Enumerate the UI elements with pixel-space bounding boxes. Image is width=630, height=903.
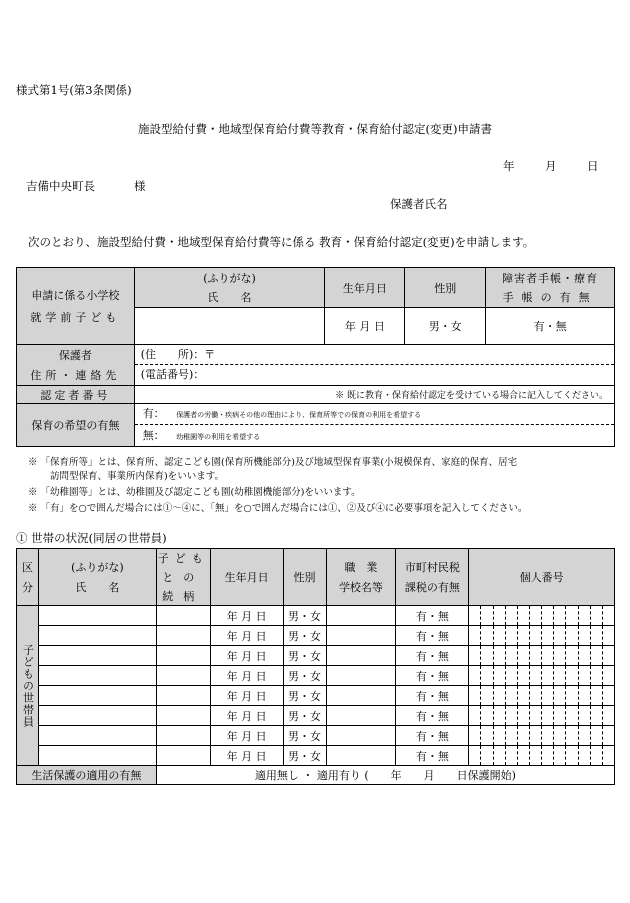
member-name-field[interactable] — [38, 746, 156, 766]
personal-id-digit-box[interactable] — [542, 726, 554, 745]
personal-id-digit-box[interactable] — [579, 646, 591, 665]
birthdate-header: 生年月日 — [325, 268, 405, 308]
child-disability-field[interactable]: 有・無 — [486, 308, 615, 345]
note-1: ※ 「保育所等」とは、保育所、認定こども園(保育所機能部分)及び地域型保育事業(小規模保育、家庭的保育、居宅 — [28, 457, 518, 468]
personal-id-digit-box[interactable] — [591, 706, 603, 725]
personal-id-digit-grid — [469, 646, 614, 665]
personal-id-digit-box[interactable] — [506, 626, 518, 645]
personal-id-digit-box[interactable] — [566, 706, 578, 725]
side-label-cell — [17, 606, 39, 766]
personal-id-digit-grid — [469, 666, 614, 685]
honorific: 様 — [134, 179, 146, 193]
personal-id-digit-box[interactable] — [481, 686, 493, 705]
application-table — [16, 267, 615, 447]
table-row — [17, 606, 615, 626]
guardian-label-line2: 住所・連絡先 — [30, 369, 121, 382]
col-job-1: 職 業 — [344, 561, 378, 574]
personal-id-digit-box[interactable] — [518, 686, 530, 705]
col-kubun-1: 区 — [21, 561, 33, 574]
member-sex-field[interactable]: 男・女 — [283, 646, 326, 666]
personal-id-digit-box[interactable] — [579, 626, 591, 645]
personal-id-digit-box[interactable] — [603, 666, 614, 685]
personal-id-digit-box[interactable] — [530, 746, 542, 765]
member-job-field[interactable] — [326, 706, 396, 726]
col-rel-3: 続柄 — [162, 590, 205, 603]
member-tax-field[interactable]: 有・無 — [396, 666, 469, 686]
col-job — [326, 549, 396, 606]
member-rel-field[interactable] — [156, 706, 210, 726]
table-row — [17, 646, 615, 666]
cert-number-label: 認定者番号 — [17, 386, 135, 404]
personal-id-digit-grid — [469, 726, 614, 745]
member-rel-field[interactable] — [156, 626, 210, 646]
child-birthdate-field[interactable]: 年 月 日 — [325, 308, 405, 345]
child-name-header — [134, 268, 325, 308]
personal-id-digit-box[interactable] — [591, 726, 603, 745]
personal-id-digit-box[interactable] — [579, 726, 591, 745]
member-id-field[interactable] — [469, 626, 615, 646]
personal-id-digit-box[interactable] — [506, 686, 518, 705]
member-rel-field[interactable] — [156, 666, 210, 686]
col-name — [38, 549, 156, 606]
personal-id-digit-box[interactable] — [506, 726, 518, 745]
intro-text: 次のとおり、施設型給付費・地域型保育給付費等に係る 教育・保育給付認定(変更)を申請します。 — [28, 235, 535, 249]
personal-id-digit-box[interactable] — [494, 706, 506, 725]
member-birth-field[interactable]: 年 月 日 — [210, 666, 283, 686]
col-personal-id: 個人番号 — [469, 549, 615, 606]
personal-id-digit-box[interactable] — [481, 626, 493, 645]
personal-id-digit-box[interactable] — [591, 646, 603, 665]
member-rel-field[interactable] — [156, 726, 210, 746]
side-label: 子どもの世帯員 — [21, 643, 35, 728]
personal-id-digit-box[interactable] — [603, 686, 614, 705]
cert-number-field[interactable]: ※ 既に教育・保育給付認定を受けている場合に記入してください。 — [134, 386, 614, 404]
personal-id-digit-box[interactable] — [494, 646, 506, 665]
child-label — [17, 268, 135, 345]
col-kubun-2: 分 — [21, 581, 33, 594]
col-birthdate: 生年月日 — [210, 549, 283, 606]
member-job-field[interactable] — [326, 626, 396, 646]
form-title: 施設型給付費・地域型保育給付費等教育・保育給付認定(変更)申請書 — [138, 122, 492, 136]
date-year-label: 年 — [503, 159, 515, 173]
member-id-field[interactable] — [469, 666, 615, 686]
child-label-line2: 就学前子ども — [30, 311, 121, 324]
personal-id-digit-box[interactable] — [542, 706, 554, 725]
col-name-label: 氏 名 — [75, 581, 120, 594]
child-label-line1: 申請に係る小学校 — [31, 289, 120, 302]
personal-id-digit-box[interactable] — [530, 606, 542, 625]
personal-id-digit-box[interactable] — [566, 626, 578, 645]
name-label: 氏 名 — [207, 291, 252, 304]
member-sex-field[interactable]: 男・女 — [283, 626, 326, 646]
personal-id-digit-box[interactable] — [481, 646, 493, 665]
personal-id-digit-box[interactable] — [518, 626, 530, 645]
disability-header — [486, 268, 615, 308]
personal-id-digit-grid — [469, 706, 614, 725]
personal-id-digit-box[interactable] — [579, 706, 591, 725]
personal-id-digit-box[interactable] — [591, 686, 603, 705]
personal-id-digit-box[interactable] — [566, 686, 578, 705]
personal-id-digit-box[interactable] — [542, 626, 554, 645]
personal-id-digit-box[interactable] — [469, 726, 481, 745]
personal-id-digit-box[interactable] — [469, 606, 481, 625]
personal-id-digit-box[interactable] — [506, 746, 518, 765]
personal-id-digit-box[interactable] — [566, 726, 578, 745]
member-job-field[interactable] — [326, 666, 396, 686]
welfare-label: 生活保護の適用の有無 — [17, 766, 157, 785]
table-row — [17, 626, 615, 646]
personal-id-digit-box[interactable] — [518, 606, 530, 625]
personal-id-digit-box[interactable] — [591, 626, 603, 645]
addressee: 吉備中央町長 — [26, 179, 95, 193]
col-tax-2: 課税の有無 — [404, 581, 460, 594]
member-sex-field[interactable]: 男・女 — [283, 686, 326, 706]
personal-id-digit-box[interactable] — [481, 666, 493, 685]
notes — [28, 456, 527, 516]
member-sex-field[interactable]: 男・女 — [283, 666, 326, 686]
personal-id-digit-box[interactable] — [591, 666, 603, 685]
col-sex: 性別 — [283, 549, 326, 606]
member-id-field[interactable] — [469, 746, 615, 766]
personal-id-digit-box[interactable] — [603, 606, 614, 625]
date-month-label: 月 — [545, 159, 557, 173]
member-rel-field[interactable] — [156, 606, 210, 626]
personal-id-digit-box[interactable] — [579, 686, 591, 705]
member-tax-field[interactable]: 有・無 — [396, 626, 469, 646]
personal-id-digit-box[interactable] — [494, 726, 506, 745]
personal-id-digit-box[interactable] — [494, 666, 506, 685]
personal-id-digit-box[interactable] — [542, 686, 554, 705]
member-name-field[interactable] — [38, 606, 156, 626]
hope-no-desc: 幼稚園等の利用を希望する — [176, 433, 261, 441]
section1-title: ① 世帯の状況(同居の世帯員) — [16, 531, 167, 545]
personal-id-digit-box[interactable] — [506, 646, 518, 665]
hope-no-option[interactable] — [135, 425, 614, 446]
personal-id-digit-grid — [469, 606, 614, 625]
household-table — [16, 548, 615, 785]
member-name-field[interactable] — [38, 626, 156, 646]
col-kubun — [17, 549, 39, 606]
member-rel-field[interactable] — [156, 686, 210, 706]
hope-yes-desc: 保護者の労働・疾病その他の理由により、保育所等での保育の利用を希望する — [176, 411, 422, 419]
personal-id-digit-box[interactable] — [566, 646, 578, 665]
member-sex-field[interactable]: 男・女 — [283, 746, 326, 766]
personal-id-digit-box[interactable] — [530, 646, 542, 665]
personal-id-digit-box[interactable] — [579, 746, 591, 765]
member-birth-field[interactable]: 年 月 日 — [210, 646, 283, 666]
member-birth-field[interactable]: 年 月 日 — [210, 626, 283, 646]
personal-id-digit-box[interactable] — [566, 666, 578, 685]
personal-id-digit-box[interactable] — [469, 746, 481, 765]
member-birth-field[interactable]: 年 月 日 — [210, 726, 283, 746]
member-tax-field[interactable]: 有・無 — [396, 726, 469, 746]
col-furigana: (ふりがな) — [71, 561, 124, 574]
personal-id-digit-box[interactable] — [554, 726, 566, 745]
personal-id-digit-box[interactable] — [591, 746, 603, 765]
member-rel-field[interactable] — [156, 746, 210, 766]
personal-id-digit-box[interactable] — [481, 726, 493, 745]
member-birth-field[interactable]: 年 月 日 — [210, 606, 283, 626]
hope-label: 保育の希望の有無 — [17, 404, 135, 447]
member-name-field[interactable] — [38, 686, 156, 706]
personal-id-digit-grid — [469, 626, 614, 645]
personal-id-digit-box[interactable] — [566, 746, 578, 765]
personal-id-digit-box[interactable] — [554, 746, 566, 765]
personal-id-digit-box[interactable] — [603, 746, 614, 765]
child-name-field[interactable] — [134, 308, 325, 345]
personal-id-digit-box[interactable] — [506, 666, 518, 685]
personal-id-digit-box[interactable] — [579, 666, 591, 685]
member-birth-field[interactable]: 年 月 日 — [210, 746, 283, 766]
table-row — [17, 746, 615, 766]
member-job-field[interactable] — [326, 646, 396, 666]
member-id-field[interactable] — [469, 686, 615, 706]
personal-id-digit-grid — [469, 686, 614, 705]
personal-id-digit-box[interactable] — [530, 666, 542, 685]
member-job-field[interactable] — [326, 746, 396, 766]
personal-id-digit-box[interactable] — [542, 646, 554, 665]
welfare-field[interactable]: 適用無し ・ 適用有り ( 年 月 日保護開始) — [156, 766, 614, 785]
member-tax-field[interactable]: 有・無 — [396, 606, 469, 626]
member-tax-field[interactable]: 有・無 — [396, 746, 469, 766]
personal-id-digit-box[interactable] — [554, 706, 566, 725]
member-name-field[interactable] — [38, 726, 156, 746]
col-tax-1: 市町村民税 — [404, 561, 460, 574]
guardian-label-line1: 保護者 — [58, 349, 92, 362]
table-row — [17, 686, 615, 706]
date-day-label: 日 — [587, 159, 599, 173]
personal-id-digit-box[interactable] — [518, 726, 530, 745]
personal-id-digit-box[interactable] — [554, 606, 566, 625]
personal-id-digit-box[interactable] — [481, 706, 493, 725]
child-sex-field[interactable]: 男・女 — [405, 308, 486, 345]
col-rel-1: 子ども — [157, 552, 209, 565]
personal-id-digit-box[interactable] — [542, 746, 554, 765]
personal-id-digit-box[interactable] — [494, 686, 506, 705]
form-number: 様式第1号(第3条関係) — [16, 83, 132, 97]
member-job-field[interactable] — [326, 726, 396, 746]
member-id-field[interactable] — [469, 726, 615, 746]
guardian-contact-cell — [134, 345, 614, 386]
member-sex-field[interactable]: 男・女 — [283, 706, 326, 726]
personal-id-digit-box[interactable] — [603, 726, 614, 745]
personal-id-digit-box[interactable] — [530, 686, 542, 705]
sex-header: 性別 — [405, 268, 486, 308]
member-birth-field[interactable]: 年 月 日 — [210, 706, 283, 726]
disability-line2: 手帳の有無 — [502, 291, 598, 304]
personal-id-digit-box[interactable] — [603, 626, 614, 645]
personal-id-digit-box[interactable] — [554, 626, 566, 645]
address-field[interactable]: (住 所)：〒 — [135, 345, 614, 365]
member-id-field[interactable] — [469, 606, 615, 626]
personal-id-digit-box[interactable] — [518, 706, 530, 725]
personal-id-digit-box[interactable] — [579, 606, 591, 625]
member-id-field[interactable] — [469, 706, 615, 726]
personal-id-digit-box[interactable] — [481, 746, 493, 765]
personal-id-digit-box[interactable] — [469, 686, 481, 705]
personal-id-digit-box[interactable] — [542, 606, 554, 625]
hope-yes-label: 有： — [142, 407, 165, 420]
personal-id-digit-box[interactable] — [469, 646, 481, 665]
personal-id-digit-box[interactable] — [554, 686, 566, 705]
personal-id-digit-box[interactable] — [469, 626, 481, 645]
member-name-field[interactable] — [38, 666, 156, 686]
personal-id-digit-box[interactable] — [603, 646, 614, 665]
personal-id-digit-box[interactable] — [469, 666, 481, 685]
personal-id-digit-box[interactable] — [518, 666, 530, 685]
personal-id-digit-box[interactable] — [494, 626, 506, 645]
member-name-field[interactable] — [38, 706, 156, 726]
personal-id-digit-box[interactable] — [506, 606, 518, 625]
personal-id-digit-box[interactable] — [591, 606, 603, 625]
member-job-field[interactable] — [326, 606, 396, 626]
col-job-2: 学校名等 — [338, 581, 383, 594]
hope-yes-option[interactable] — [135, 404, 614, 425]
note-3: ※ 「有」を○で囲んだ場合には①～④に、「無」を○で囲んだ場合には①、②及び④に必要事項を記入してください。 — [28, 503, 528, 514]
personal-id-digit-box[interactable] — [494, 606, 506, 625]
personal-id-digit-box[interactable] — [494, 746, 506, 765]
disability-line1: 障害者手帳・療育 — [502, 272, 599, 285]
personal-id-digit-box[interactable] — [469, 706, 481, 725]
table-row — [17, 726, 615, 746]
note-2: ※ 「幼稚園等」とは、幼稚園及び認定こども園(幼稚園機能部分)をいいます。 — [28, 487, 361, 498]
table-row — [17, 666, 615, 686]
member-tax-field[interactable]: 有・無 — [396, 706, 469, 726]
member-birth-field[interactable]: 年 月 日 — [210, 686, 283, 706]
col-tax — [396, 549, 469, 606]
member-job-field[interactable] — [326, 686, 396, 706]
personal-id-digit-box[interactable] — [554, 646, 566, 665]
personal-id-digit-box[interactable] — [542, 666, 554, 685]
member-id-field[interactable] — [469, 646, 615, 666]
guardian-label — [17, 345, 135, 386]
hope-no-label: 無： — [142, 429, 165, 442]
personal-id-digit-box[interactable] — [530, 626, 542, 645]
personal-id-digit-box[interactable] — [518, 746, 530, 765]
member-tax-field[interactable]: 有・無 — [396, 686, 469, 706]
personal-id-digit-box[interactable] — [554, 666, 566, 685]
personal-id-digit-grid — [469, 746, 614, 765]
member-name-field[interactable] — [38, 646, 156, 666]
phone-field[interactable]: (電話番号)： — [140, 368, 205, 381]
personal-id-digit-box[interactable] — [566, 606, 578, 625]
table-row — [17, 706, 615, 726]
member-rel-field[interactable] — [156, 646, 210, 666]
furigana-label: (ふりがな) — [203, 272, 256, 285]
personal-id-digit-box[interactable] — [530, 726, 542, 745]
personal-id-digit-box[interactable] — [530, 706, 542, 725]
col-relationship — [156, 549, 210, 606]
note-1-cont: 訪問型保育、事業所内保育)をいいます。 — [50, 471, 224, 482]
personal-id-digit-box[interactable] — [603, 706, 614, 725]
guardian-name-label: 保護者氏名 — [390, 197, 448, 211]
member-sex-field[interactable]: 男・女 — [283, 606, 326, 626]
personal-id-digit-box[interactable] — [481, 606, 493, 625]
hope-cell — [134, 404, 614, 447]
member-sex-field[interactable]: 男・女 — [283, 726, 326, 746]
personal-id-digit-box[interactable] — [518, 646, 530, 665]
personal-id-digit-box[interactable] — [506, 706, 518, 725]
member-tax-field[interactable]: 有・無 — [396, 646, 469, 666]
col-rel-2: との — [162, 571, 205, 584]
